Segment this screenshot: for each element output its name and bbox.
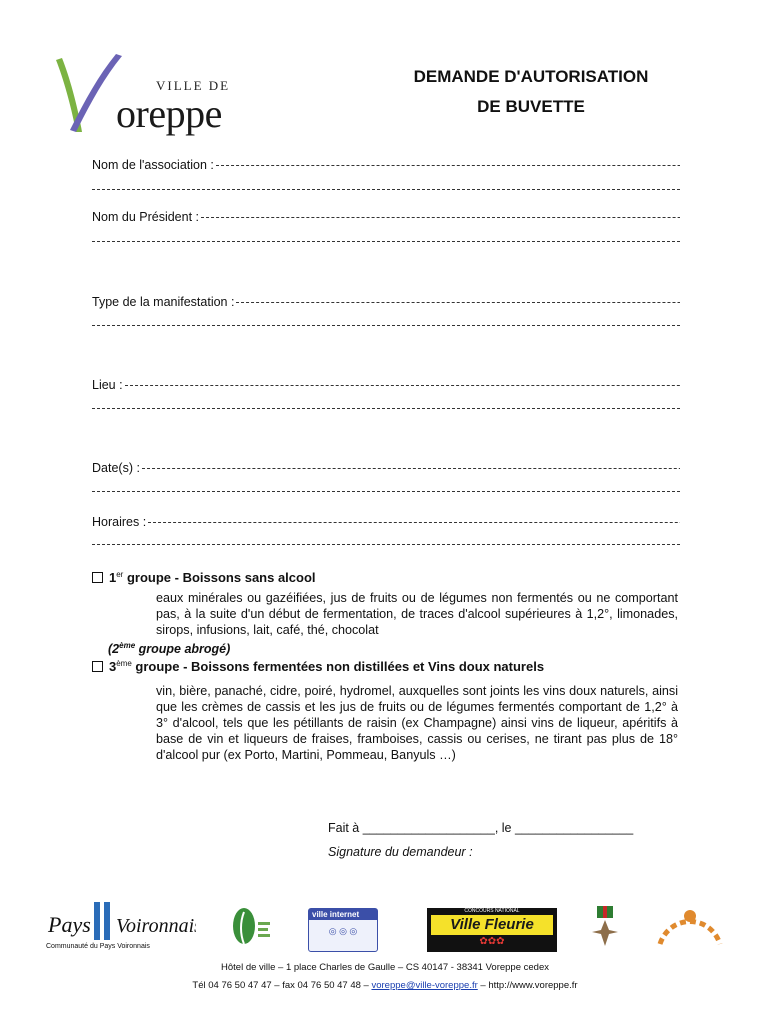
- group-2-abroge: [108, 641, 230, 656]
- lieu-label: Lieu :: [92, 378, 123, 392]
- croix-de-guerre-icon: [592, 906, 618, 954]
- manifestation-label: Type de la manifestation :: [92, 295, 235, 309]
- group-3-number: 3: [109, 659, 117, 674]
- title-line-2: DE BUVETTE: [477, 97, 585, 116]
- document-title: [376, 62, 686, 122]
- agenda21-icon: [650, 904, 730, 954]
- group-3-option[interactable]: [92, 659, 544, 674]
- group-3-description: vin, bière, panaché, cidre, poiré, hydromel, auxquelles sont joints les vins doux naturels, ainsi que les crèmes de cassis et les jus de fruits ou de légumes fermentés comportant de 1,2° à 3° d'alcool, tels que les pétillants de raisin (ex Champagne) ainsi vins de liqueur, apéritifs à base de vin et liqueurs de fraises, framboises, cassis ou cerises, ne tirant pas plus de 18° d'alcool pur (ex Porto, Martini, Pommeau, Banyuls …): [156, 684, 678, 762]
- group-3-checkbox[interactable]: [92, 661, 103, 672]
- group-1-number: 1: [109, 570, 117, 585]
- group-3-label: groupe - Boissons fermentées non distillées et Vins doux naturels: [135, 659, 545, 674]
- dates-line-2[interactable]: [92, 491, 680, 493]
- group-2-open: (2: [108, 642, 120, 656]
- pays-voironnais-logo: [46, 900, 196, 954]
- fait-a-line[interactable]: Fait à ___________________, le _________________: [328, 821, 634, 835]
- group-1-checkbox[interactable]: [92, 572, 103, 583]
- president-field[interactable]: [92, 208, 680, 226]
- agenda21-logo: [650, 904, 730, 954]
- email-link[interactable]: voreppe@ville-voreppe.fr: [371, 980, 478, 991]
- logo-name-text: oreppe: [116, 91, 222, 136]
- group-3-sup: ème: [116, 659, 132, 668]
- president-line-2[interactable]: [92, 241, 680, 243]
- association-label: Nom de l'association :: [92, 158, 214, 172]
- contact-phone-fax: Tél 04 76 50 47 47 – fax 04 76 50 47 48 –: [192, 980, 372, 991]
- fleurs-icon: ✿✿✿: [479, 936, 505, 947]
- svg-text:Pays: Pays: [48, 912, 91, 937]
- parc-logo: [230, 904, 272, 952]
- ville-internet-label: ville internet: [309, 909, 377, 920]
- horaires-field[interactable]: [92, 513, 680, 531]
- manifestation-field[interactable]: [92, 293, 680, 311]
- ville-internet-logo: [308, 908, 378, 952]
- president-label: Nom du Président :: [92, 210, 199, 224]
- group-2-sup: ème: [119, 641, 136, 650]
- horaires-label: Horaires :: [92, 515, 147, 529]
- internet-rings-icon: ◎ ◎ ◎: [328, 926, 358, 936]
- association-line-2[interactable]: [92, 189, 680, 191]
- group-1-description: eaux minérales ou gazéifiées, jus de fruits ou de légumes non fermentés ou ne comportant pas, à la suite d'un début de fermentation, de traces d'alcool supérieures à 1,2°, limonades, sirops, infusions, lait, café, thé, chocolat: [156, 591, 678, 637]
- group-2-label: groupe abrogé): [138, 642, 231, 656]
- lieu-field[interactable]: [92, 376, 680, 394]
- ville-fleurie-logo: [427, 908, 557, 952]
- svg-text:Voironnais: Voironnais: [116, 915, 196, 937]
- dates-label: Date(s) :: [92, 461, 140, 475]
- ville-fleurie-subtitle: CONCOURS NATIONAL: [464, 908, 520, 914]
- dates-field[interactable]: [92, 459, 680, 477]
- footer-address: Hôtel de ville – 1 place Charles de Gaulle – CS 40147 - 38341 Voreppe cedex: [221, 962, 549, 973]
- leaf-icon: [230, 904, 272, 952]
- footer-logos: [40, 900, 740, 960]
- pays-voironnais-subtitle: Communauté du Pays Voironnais: [46, 943, 150, 950]
- pays-voironnais-icon: [46, 900, 196, 944]
- manifestation-line-2[interactable]: [92, 325, 680, 327]
- signature-label: Signature du demandeur :: [328, 845, 473, 859]
- association-field[interactable]: [92, 156, 680, 174]
- lieu-line-2[interactable]: [92, 408, 680, 410]
- voreppe-logo: [52, 50, 232, 140]
- ville-fleurie-title: Ville Fleurie: [431, 915, 553, 935]
- title-line-1: DEMANDE D'AUTORISATION: [413, 67, 649, 86]
- contact-website: – http://www.voreppe.fr: [477, 980, 578, 991]
- group-1-sup: er: [116, 570, 124, 579]
- footer-contact: [0, 980, 770, 991]
- horaires-line-2[interactable]: [92, 544, 680, 546]
- group-1-option[interactable]: [92, 570, 316, 585]
- logo-ville-text: VILLE DE: [156, 78, 231, 93]
- group-1-label: groupe - Boissons sans alcool: [126, 570, 316, 585]
